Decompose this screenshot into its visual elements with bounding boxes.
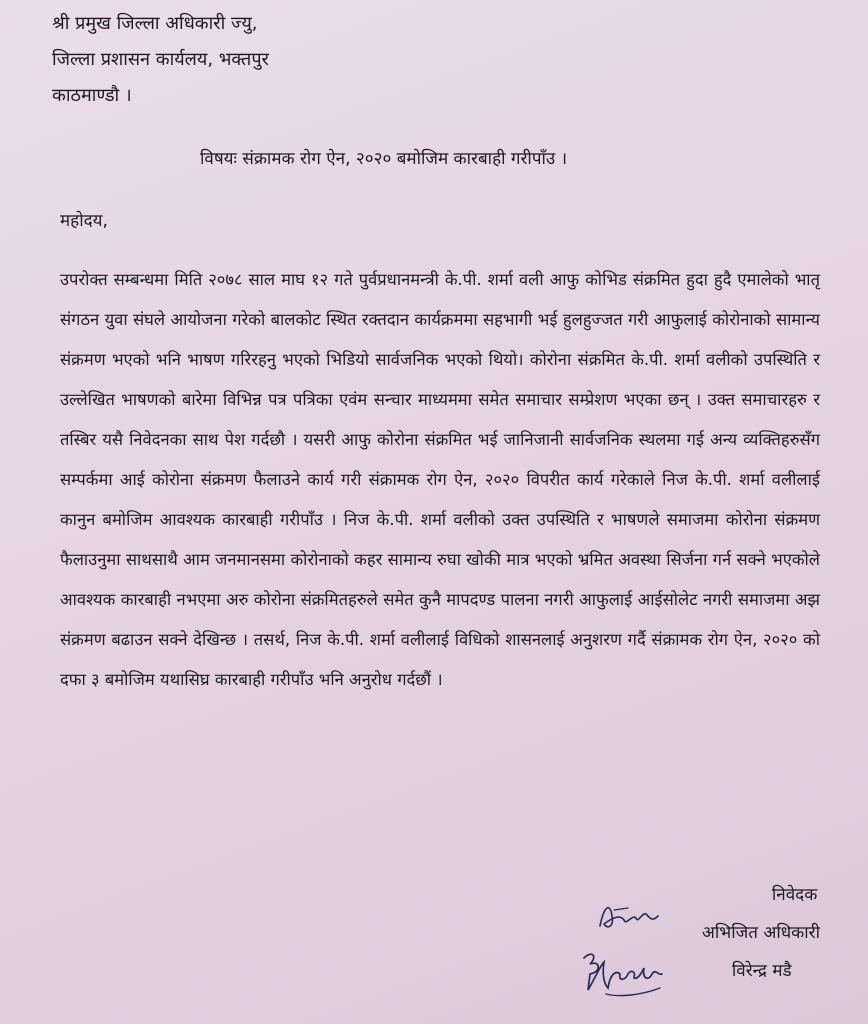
address-line-1: श्री प्रमुख जिल्ला अधिकारी ज्यु, <box>52 13 258 34</box>
handwritten-signature-2 <box>578 944 678 1004</box>
subject-line: विषयः संक्रामक रोग ऐन, २०२० बमोजिम कारबाही गरीपाँउ । <box>200 149 568 169</box>
address-line-3: काठमाण्डौ । <box>52 85 132 106</box>
recipient-address <box>52 6 269 114</box>
address-line-2: जिल्ला प्रशासन कार्यलय, भक्तपुर <box>52 49 269 70</box>
letter-body: उपरोक्त सम्बन्धमा मिति २०७८ साल माघ १२ गते पुर्वप्रधानमन्त्री के.पी. शर्मा वली आफु कोभिड संक्रमित हुदा हुदै एमालेको भातृ संगठन युवा संघले आयोजना गरेको बालकोट स्थित रक्तदान कार्यक्रममा सहभागी भई हुलहुज्जत गरी आफुलाई कोरोनाको सामान्य संक्रमण भएको भनि भाषण गरिरहनु भएको भिडियो सार्वजनिक भएको थियो। कोरोना संक्रमित के.पी. शर्मा वलीको उपस्थिति र उल्लेखित भाषणको बारेमा विभिन्न पत्र पत्रिका एवंम सन्चार माध्यममा समेत समाचार सम्प्रेशण भएका छन् । उक्त समाचारहरु र तस्बिर यसै निवेदनका साथ पेश गर्दछौ । यसरी आफु कोरोना संक्रमित भई जानिजानी सार्वजनिक स्थलमा गई अन्य व्यक्तिहरुसँग सम्पर्कमा आई कोरोना संक्रमण फैलाउने कार्य गरी संक्रामक रोग ऐन, २०२० विपरीत कार्य गरेकाले निज के.पी. शर्मा वलीलाई कानुन बमोजिम आवश्यक कारबाही गरीपाँउ । निज के.पी. शर्मा वलीको उक्त उपस्थिति र भाषणले समाजमा कोरोना संक्रमण फैलाउनुमा साथसाथै आम जनमानसमा कोरोनाको कहर सामान्य रुघा खोकी मात्र भएको भ्रमित अवस्था सिर्जना गर्न सक्ने भएकोले आवश्यक कारबाही नभएमा अरु कोरोना संक्रमितहरुले समेत कुनै मापदण्ड पालना नगरी आफुलाई आईसोलेट नगरी समाजमा अझ संक्रमण बढाउन सक्ने देखिन्छ । तसर्थ, निज के.पी. शर्मा वलीलाई विधिको शासनलाई अनुशरण गर्दै संक्रामक रोग ऐन, २०२० को दफा ३ बमोजिम यथासिघ्र कारबाही गरीपाँउ भनि अनुरोध गर्दछौं । <box>60 270 820 689</box>
salutation: महोदय, <box>60 211 108 231</box>
handwritten-signature-1 <box>594 896 664 936</box>
applicant-name-1: अभिजित अधिकारी <box>701 923 820 943</box>
applicant-name-2: विरेन्द्र मडै <box>731 961 792 981</box>
applicant-label: निवेदक <box>771 885 818 905</box>
signature-block <box>701 876 820 990</box>
